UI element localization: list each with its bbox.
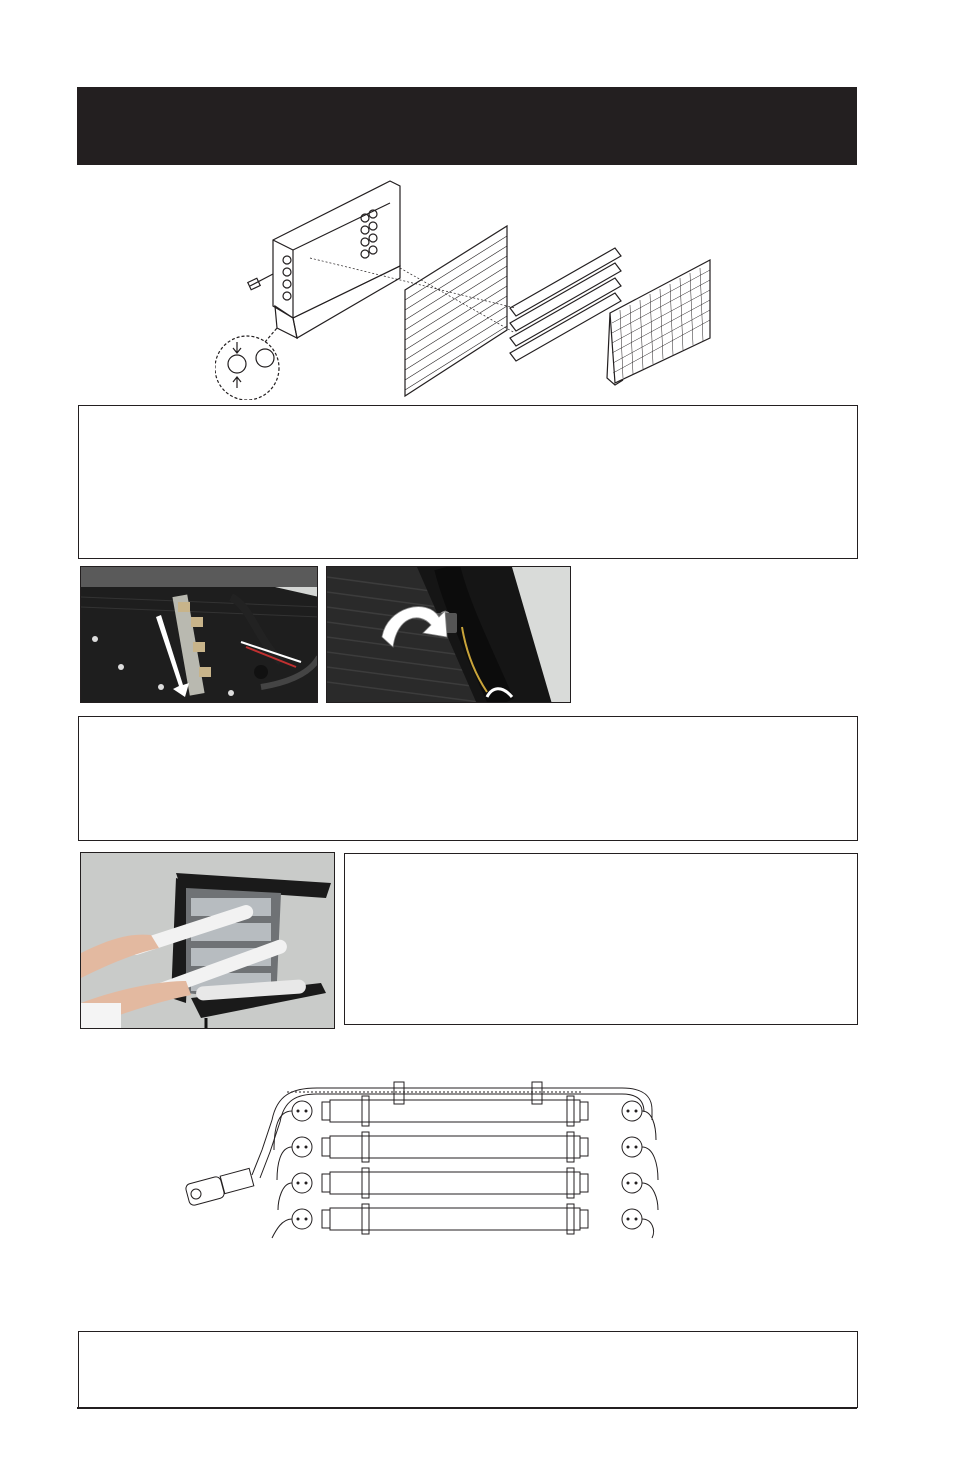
- socket-bracket-photo: [80, 566, 318, 703]
- bottom-rule: [77, 1407, 857, 1409]
- lamp-install-photo: [80, 852, 335, 1029]
- socket-bracket-photo-icon: [81, 567, 318, 703]
- cable-clamp-photo-icon: [327, 567, 571, 703]
- instruction-box-3: [344, 853, 858, 1025]
- fixture-exploded-diagram-icon: [215, 178, 720, 400]
- instruction-box-1: [78, 405, 858, 559]
- fixture-exploded-diagram: [215, 178, 720, 400]
- lamp-install-photo-icon: [81, 853, 335, 1029]
- instruction-box-4: [78, 1331, 858, 1408]
- instruction-box-2: [78, 716, 858, 841]
- lamp-wiring-diagram: [182, 1080, 662, 1240]
- cable-clamp-photo: [326, 566, 571, 703]
- lamp-wiring-diagram-icon: [182, 1080, 662, 1240]
- header-bar: [77, 87, 857, 165]
